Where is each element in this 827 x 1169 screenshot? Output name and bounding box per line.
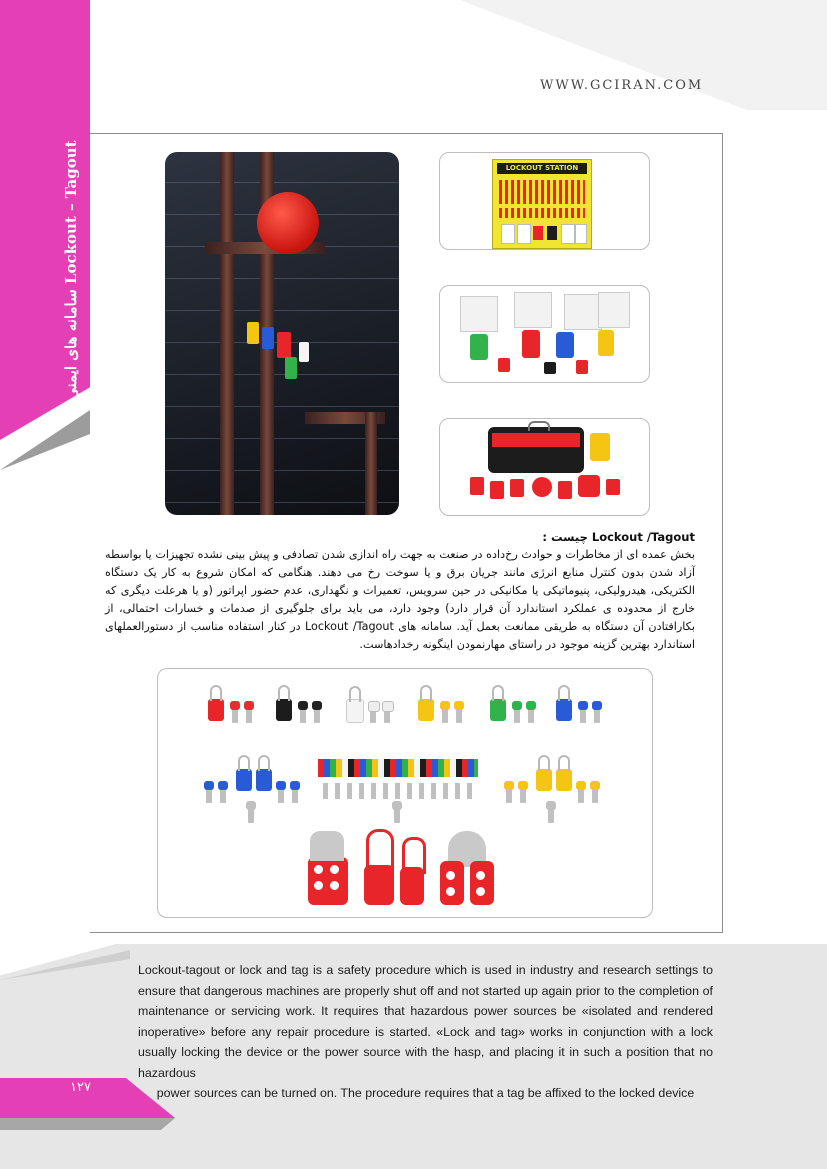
page-number-tab-shadow [0, 1118, 175, 1130]
valve-cover [257, 192, 319, 254]
article-heading: Lockout /Tagout چیست : [542, 530, 695, 544]
photo-lockout-kit [439, 418, 650, 516]
photo-padlocks-and-hasps [157, 668, 653, 918]
header-decor-strip [460, 0, 827, 110]
article-body: بخش عمده ای از مخاطرات و حوادث رخ‌داده در صنعت به جهت راه اندازی شدن تصادفی و پیش بینی نشده تجهیزات یا بواسطه آزاد شدن بدون کنترل منابع انرژی مانند جریان برق و یا سوخت رخ می دهند. هنگامی که امکان شروع به کار یک دستگاه الکتریکی، هیدرولیکی، پنیوماتیکی یا مکانیکی در حین سرویس، تعمیرات و نگهداری، عدم حضور اپراتور (و یا هرعلت دیگری که خارج از محدوده ی عملکرد استاندارد آن قرار دارد) وجود دارد، می باید برای جلوگیری از صدمات و خسارات احتمالی، از بکارافتادن آن دستگاه به طریقی ممانعت بعمل آید. سامانه های Lockout /Tagout در کنار استفاده مناسب از دستورالعملهای استاندارد بهترین گزینه موجود در راستای مهارنمودن اینگونه رخدادهاست. [105, 548, 695, 651]
station-label: LOCKOUT STATION [497, 163, 587, 174]
photo-circuit-breaker-locks [439, 285, 650, 383]
page-number: ۱۲۷ [70, 1080, 91, 1095]
sidebar-title: سامانه های ایمنی Lockout – Tagout [62, 140, 80, 400]
photo-valve-lockout [165, 152, 399, 515]
english-summary-last-line: power sources can be turned on. The procedure requires that a tag be affixed to the locked device [156, 1086, 695, 1100]
article-persian [105, 528, 695, 654]
photo-lockout-station [439, 152, 650, 250]
english-summary-main: Lockout-tagout or lock and tag is a safety procedure which is used in industry and research settings to ensure that dangerous machines are properly shut off and not started up again prior to the completion of maintenance or servicing work. It requires that hazardous power sources be «isolated and rendered inoperative» before any repair procedure is started. «Lock and tag» works in conjunction with a lock usually locking the device or the power source with the hasp, and placing it in such a position that no hazardous [138, 963, 713, 1080]
english-summary [138, 960, 713, 1104]
website-url: WWW.GCIRAN.COM [540, 78, 704, 93]
